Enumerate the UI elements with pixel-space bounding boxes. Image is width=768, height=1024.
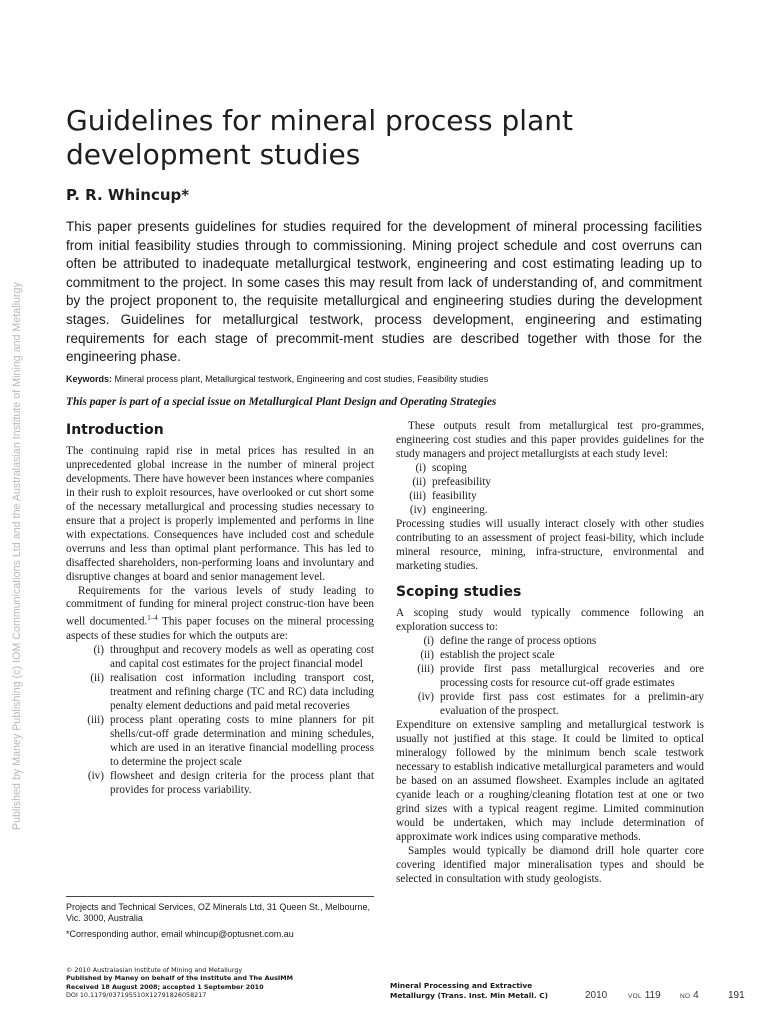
received-line: Received 18 August 2008; accepted 1 September 2010 [66,982,264,991]
list-text: establish the project scale [440,649,555,662]
outputs-list [66,644,374,797]
list-item [396,649,704,663]
keywords [66,373,706,385]
list-item [396,635,704,649]
list-text: feasibility [432,489,477,502]
list-number: (iv) [417,691,434,704]
publication-info [66,966,366,1000]
list-item [396,504,704,518]
list-number: (i) [423,635,434,648]
list-number: (ii) [90,671,104,684]
list-number: (iii) [409,489,426,502]
list-number: (iii) [417,663,434,676]
list-text: provide first pass cost estimates for a prelimin-ary evaluation of the prospect. [440,691,704,718]
publisher-line: Published by Maney on behalf of the Institute and The AusIMM [66,974,293,983]
list-number: (ii) [420,649,434,662]
list-item [66,644,374,672]
scoping-list [396,635,704,719]
volume-value: 119 [644,990,661,1001]
list-text: engineering. [432,503,488,516]
list-number: (iv) [87,769,104,782]
copyright-line: © 2010 Australasian Institute of Mining and Metallurgy [66,966,243,974]
intro-p2-text-cont: This paper focuses on the mineral processing aspects of these studies for which the outputs are: [66,616,374,643]
journal-line-1: Mineral Processing and Extractive [390,981,533,990]
keywords-list: Mineral process plant, Metallurgical testwork, Engineering and cost studies, Feasibility studies [114,374,489,384]
list-item [66,672,374,714]
page-number: 191 [728,990,745,1001]
scoping-paragraph-1: A scoping study would typically commence following an exploration success to: [396,607,704,634]
journal-line-2: Metallurgy (Trans. Inst. Min Metall. C) [390,990,549,1000]
right-paragraph-1: These outputs result from metallurgical test pro-grammes, engineering cost studies and this paper provides guidelines for the study managers and project metallurgists at each study level: [396,420,704,460]
study-levels-list [396,462,704,518]
list-text: define the range of process options [440,635,597,648]
scoping-paragraph-3: Samples would typically be diamond drill hole quarter core covering identified major mineralisation types and should be selected in consultation with study geologists. [396,844,704,885]
scoping-paragraph-2: Expenditure on extensive sampling and metallurgical testwork is usually not justified at this stage. It could be limited to optical mineralogy followed by the minimum bench scale testwork necessary to establish indicative metallurgical parameters and would be based on an assumed flowsheet. Examples include an agitated cyanide leach or a roughing/cleaning flotation test at one or two grind sizes with a typical reagent regime. Limited comminution would be undertaken, which may include determination of approximate work indices using comparative methods. [396,719,704,843]
list-item [66,770,374,798]
issue-label: NO [680,993,691,1000]
list-text: throughput and recovery models as well as operating cost and capital cost estimates for the project financial model [110,644,374,671]
journal-name [390,981,590,1000]
abstract: This paper presents guidelines for studies required for the development of mineral processing facilities from initial feasibility studies through to commissioning. Mining project schedule and cost overruns can often be attributed to inadequate metallurgical testwork, engineering and cost estimating leading up to commitment to the project. In some cases this may result from lack of understanding of, and commitment by the project proponent to, the requisite metallurgical and engineering studies during the development stages. Guidelines for metallurgical testwork, process development, engineering and estimating requirements for each stage of precommit-ment studies are described together with those for the engineering phase. [66,219,702,365]
list-item [396,476,704,490]
affiliation-footnote: Projects and Technical Services, OZ Minerals Ltd, 31 Queen St., Melbourne, Vic. 3000, Australia [66,902,370,923]
left-column [66,421,374,798]
intro-paragraph-1: The continuing rapid rise in metal prices has resulted in an unprecedented global increase in the number of mineral project developments. There have however been instances where companies in their rush to exploit resources, have overlooked or cut short some of the necessary metallurgical and processing studies necessary to ensure that a project is properly implemented and performs in line with expectations. Consequences have included cost and schedule overruns and less than optimal plant performance. This has led to disaffected shareholders, non-performing loans and involuntary and disruptive changes at board and senior management level. [66,445,374,583]
right-paragraph-2: Processing studies will usually interact closely with other studies contributing to an assessment of project feasi-bility, which include mineral resource, mining, infra-structure, environmental and marketing studies. [396,517,704,572]
list-item [396,691,704,719]
issue-number [680,990,699,1001]
list-text: provide first pass metallurgical recoveries and ore processing costs for resource cut-off grade estimates [440,663,704,690]
volume-label: VOL [628,993,642,1000]
corresponding-author-footnote: *Corresponding author, email whincup@optusnet.com.au [66,929,294,939]
list-number: (ii) [412,475,426,488]
special-issue-note: This paper is part of a special issue on Metallurgical Plant Design and Operating Strategies [66,396,497,408]
list-text: scoping [432,461,467,474]
intro-paragraph-2 [66,585,374,645]
list-item [66,714,374,770]
keywords-label: Keywords: [66,374,113,384]
list-text: process plant operating costs to mine planners for pit shells/cut-off grade determination and mining schedules, which are used in an iterative financial modelling process to determine the project scale [110,713,374,768]
article-title [66,104,706,172]
issue-value: 4 [693,990,699,1001]
list-text: prefeasibility [432,475,492,488]
list-number: (iii) [87,713,104,726]
footnote-divider [66,896,374,897]
list-text: flowsheet and design criteria for the process plant that provides for process variability. [110,769,374,796]
list-item [396,462,704,476]
list-item [396,490,704,504]
list-number: (i) [93,644,104,657]
publisher-watermark [3,200,25,830]
list-number: (i) [415,461,426,474]
doi-line: DOI 10.1179/037195510X12791826058217 [66,991,207,1000]
reference-superscript: 1–4 [147,614,158,623]
watermark-text: Published by Maney Publishing (c) IOM Communications Ltd and the Australasian Institute of Mining and Metallurgy [11,282,23,830]
title-line-2: development studies [66,138,361,171]
list-number: (iv) [409,503,426,516]
volume-number [628,990,661,1001]
right-column [396,420,704,887]
introduction-heading: Introduction [66,422,164,438]
list-item [396,663,704,691]
publication-year: 2010 [585,990,608,1001]
author-name: P. R. Whincup* [66,186,190,204]
intro-p2-text: Requirements for the various levels of study leading to commitment of funding for mineral project construc-tion have been well documented. [66,584,374,629]
scoping-studies-heading: Scoping studies [396,584,522,601]
list-text: realisation cost information including transport cost, treatment and refining charge (TC and RC) data including penalty element deductions and paid metal recoveries [110,671,374,712]
title-line-1: Guidelines for mineral process plant [66,104,573,137]
